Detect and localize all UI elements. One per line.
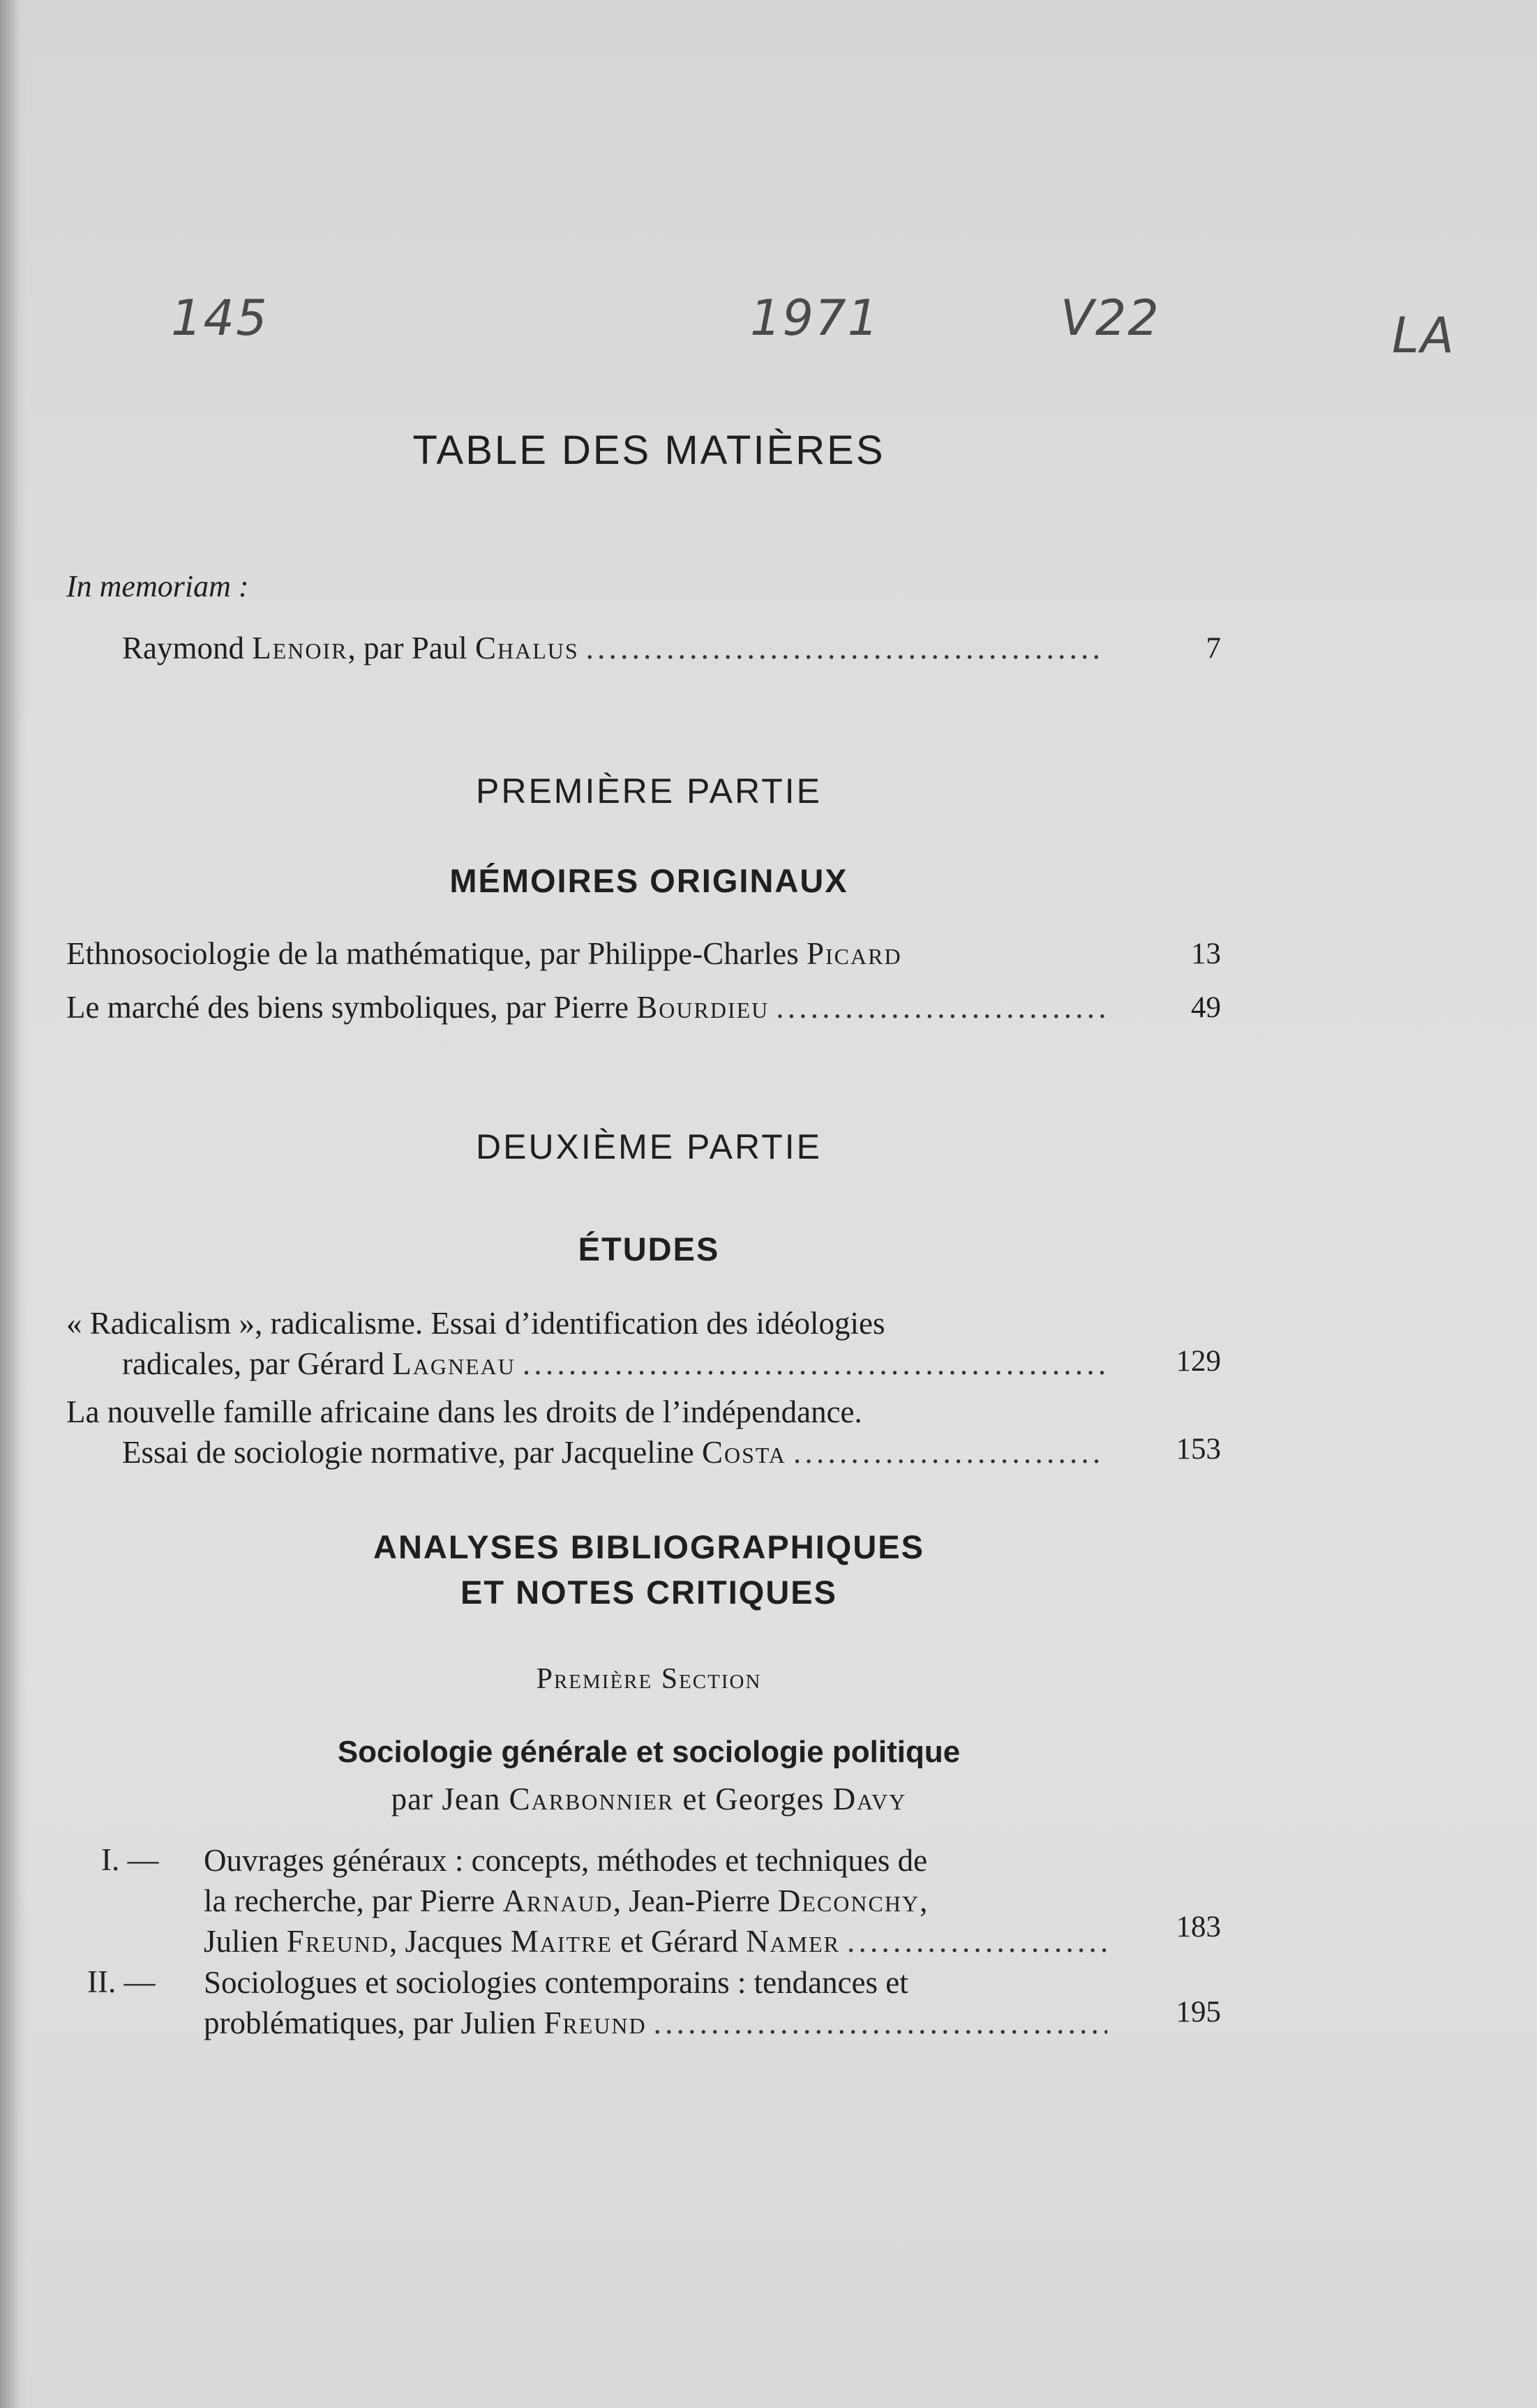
subsection-label: Première Section: [536, 1663, 762, 1695]
leader-dots: [654, 2003, 1107, 2043]
item-number: II. —: [87, 1964, 156, 1999]
entry-text: problématiques, par Julien Freund: [204, 2006, 647, 2040]
toc-entry: [66, 1392, 1113, 1473]
leader-dots: [776, 987, 1106, 1028]
leader-dots: [847, 1921, 1107, 1962]
entry-text: Ethnosociologie de la mathématique, par Philippe-Charles Picard: [66, 936, 902, 971]
toc-entry: [66, 987, 1113, 1028]
section-heading: ET NOTES CRITIQUES: [460, 1574, 837, 1611]
page-number: 7: [1206, 632, 1221, 665]
page-title: TABLE DES MATIÈRES: [412, 428, 885, 473]
toc-entry: [204, 1962, 1114, 2043]
page-number: 153: [1176, 1433, 1221, 1466]
page-number: 13: [1191, 938, 1221, 970]
memoriam-label: In memoriam :: [66, 569, 249, 603]
page-number: 49: [1191, 991, 1221, 1024]
leader-dots: [523, 1344, 1106, 1384]
handwritten-note: 145: [171, 289, 269, 347]
entry-text: Julien Freund, Jacques Maitre et Gérard Namer: [204, 1924, 841, 1959]
toc-entry: [204, 1840, 1114, 1962]
toc-entry: [66, 933, 1113, 974]
handwritten-note: 1971: [750, 289, 880, 347]
entry-text: Raymond Lenoir, par Paul Chalus: [122, 631, 579, 665]
subsection-authors: par Jean Carbonnier et Georges Davy: [391, 1782, 907, 1816]
entry-text-line: « Radicalism », radicalisme. Essai d’identification des idéologies: [66, 1306, 885, 1341]
page-number: 129: [1176, 1345, 1221, 1378]
leader-dots: [793, 1432, 1106, 1473]
part-heading: DEUXIÈME PARTIE: [475, 1127, 823, 1166]
entry-text: Essai de sociologie normative, par Jacqueline Costa: [122, 1435, 786, 1470]
subsection-title: Sociologie générale et sociologie politique: [337, 1735, 961, 1769]
page-number: 183: [1176, 1911, 1221, 1943]
part-heading: PREMIÈRE PARTIE: [475, 772, 823, 811]
item-number: I. —: [101, 1842, 159, 1877]
section-heading: ÉTUDES: [578, 1231, 720, 1267]
entry-text-line: Sociologues et sociologies contemporains : tendances et: [204, 1965, 908, 2000]
page-number: 195: [1176, 1996, 1221, 2029]
entry-text-line: Ouvrages généraux : concepts, méthodes et techniques de: [204, 1843, 928, 1878]
handwritten-note: LA: [1392, 307, 1455, 364]
section-heading: ANALYSES BIBLIOGRAPHIQUES: [373, 1528, 924, 1565]
entry-text-line: La nouvelle famille africaine dans les droits de l’indépendance.: [66, 1394, 862, 1429]
entry-text: Le marché des biens symboliques, par Pierre Bourdieu: [66, 990, 770, 1025]
handwritten-note: V22: [1060, 289, 1160, 347]
leader-dots: [586, 628, 1106, 668]
toc-entry: [122, 628, 1113, 668]
toc-entry: [66, 1303, 1113, 1384]
page-edge-shadow: [0, 0, 28, 2408]
entry-text-line: la recherche, par Pierre Arnaud, Jean-Pierre Deconchy,: [204, 1883, 928, 1918]
section-heading: MÉMOIRES ORIGINAUX: [449, 862, 848, 899]
entry-text: radicales, par Gérard Lagneau: [122, 1346, 516, 1381]
